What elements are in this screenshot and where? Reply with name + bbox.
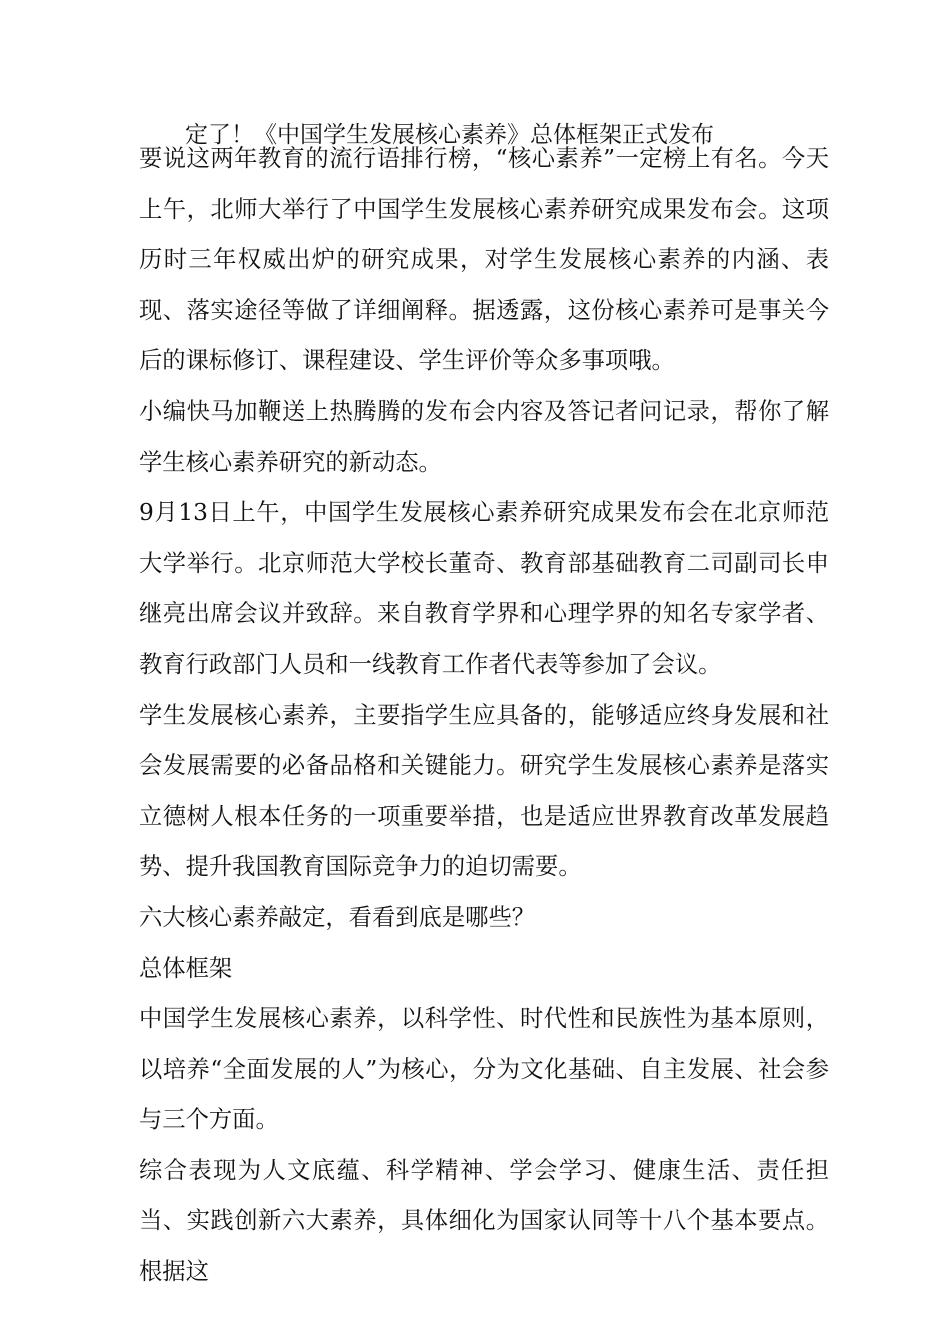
paragraph-editor-note: 小编快马加鞭送上热腾腾的发布会内容及答记者问记录，帮你了解学生核心素养研究的新动态。 <box>139 397 829 476</box>
document-body <box>139 134 829 1298</box>
document-title: 定了！《中国学生发展核心素养》总体框架正式发布 <box>185 122 714 148</box>
paragraph-definition: 学生发展核心素养，主要指学生应具备的，能够适应终身发展和社会发展需要的必备品格和关键能力。研究学生发展核心素养是落实立德树人根本任务的一项重要举措，也是适应世界教育改革发展趋势、提升我国教育国际竞争力的迫切需要。 <box>139 701 829 881</box>
paragraph-question: 六大核心素养敲定，看看到底是哪些？ <box>139 903 536 931</box>
paragraph-intro: 要说这两年教育的流行语排行榜，“核心素养”一定榜上有名。今天上午，北师大举行了中国学生发展核心素养研究成果发布会。这项历时三年权威出炉的研究成果，对学生发展核心素养的内涵、表现、落实途径等做了详细阐释。据透露，这份核心素养可是事关今后的课标修订、课程建设、学生评价等众多事项哦。 <box>139 145 829 375</box>
section-heading: 总体框架 <box>139 954 233 982</box>
paragraph-event: 9月13日上午，中国学生发展核心素养研究成果发布会在北京师范大学举行。北京师范大学校长董奇、教育部基础教育二司副司长申继亮出席会议并致辞。来自教育学界和心理学界的知名专家学者、教育行政部门人员和一线教育工作者代表等参加了会议。 <box>139 499 829 678</box>
paragraph-competencies: 综合表现为人文底蕴、科学精神、学会学习、健康生活、责任担当、实践创新六大素养，具体细化为国家认同等十八个基本要点。根据这 <box>139 1156 829 1286</box>
paragraph-framework: 中国学生发展核心素养，以科学性、时代性和民族性为基本原则，以培养“全面发展的人”为核心，分为文化基础、自主发展、社会参与三个方面。 <box>139 1005 829 1134</box>
